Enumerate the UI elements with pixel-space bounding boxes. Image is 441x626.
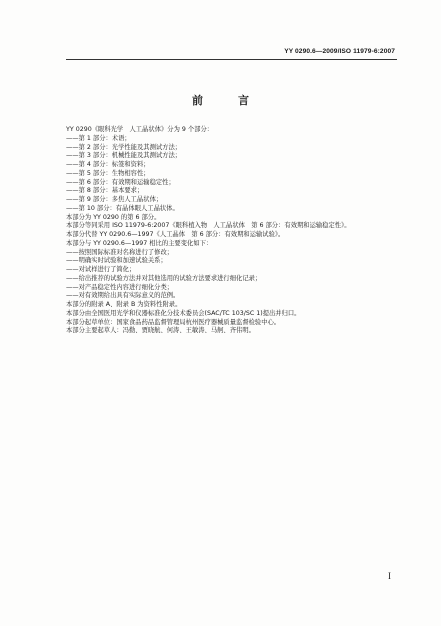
foreword-line: ——第 8 部分：基本要求； [66,187,144,195]
foreword-line: ——对有效期给出具有实际意义的范例。 [66,292,180,300]
foreword-line: ——第 3 部分：机械性能及其测试方法； [66,152,182,160]
foreword-line: ——第 6 部分：有效期和运输稳定性； [66,178,175,186]
header-rule [66,59,397,60]
foreword-line: 本部分由全国医用光学和仪器标准化分技术委员会(SAC/TC 103/SC 1)提出并归口。 [66,309,301,317]
page-number: I [388,571,391,581]
foreword-line: ——对产品稳定性内容进行细化分类； [66,283,174,291]
foreword-body [66,126,402,336]
foreword-line: ——第 10 部分：有晶体眼人工晶状体。 [66,204,179,212]
foreword-line: 本部分的附录 A、附录 B 为资料性附录。 [66,301,182,308]
page-title: 前 言 [192,94,261,107]
foreword-line: ——明确实时试验和加速试验关系； [66,257,167,265]
foreword-line: 本部分为 YY 0290 的第 6 部分。 [66,213,161,221]
foreword-line: ——第 2 部分：光学性能及其测试方法； [66,143,182,151]
foreword-line: ——按照国际标准对名称进行了修改； [66,248,174,256]
standard-code: YY 0290.6—2009/ISO 11979-6:2007 [284,48,395,55]
foreword-line: ——第 1 部分：术语； [66,134,131,142]
foreword-line: ——第 5 部分：生物相容性； [66,169,150,177]
foreword-line: 本部分代替 YY 0290.6—1997《人工晶体 第 6 部分：有效期和运输试验》。 [66,231,285,238]
foreword-line: ——第 4 部分：标签和资料； [66,161,150,168]
foreword-line: 本部分主要起草人：冯勤、贾晓航、何涛、王敏涛、马舸、齐伟明。 [66,327,255,335]
foreword-line: 本部分起草单位：国家食品药品监督管理局杭州医疗器械质量监督检验中心。 [66,318,281,326]
foreword-line: ——第 9 部分：多焦人工晶状体； [66,196,163,203]
foreword-line: 本部分与 YY 0290.6—1997 相比的主要变化如下： [66,239,213,247]
foreword-line: YY 0290《眼科光学 人工晶状体》分为 9 个部分： [66,126,214,133]
foreword-line: ——给出推荐的试验方法并对其他选用的试验方法要求进行细化记录； [66,274,262,282]
foreword-line: 本部分等同采用 ISO 11979-6:2007《眼科植入物 人工晶状体 第 6 部分：有效期和运输稳定性》。 [66,222,351,230]
foreword-line: ——对试样进行了简化； [66,266,136,273]
